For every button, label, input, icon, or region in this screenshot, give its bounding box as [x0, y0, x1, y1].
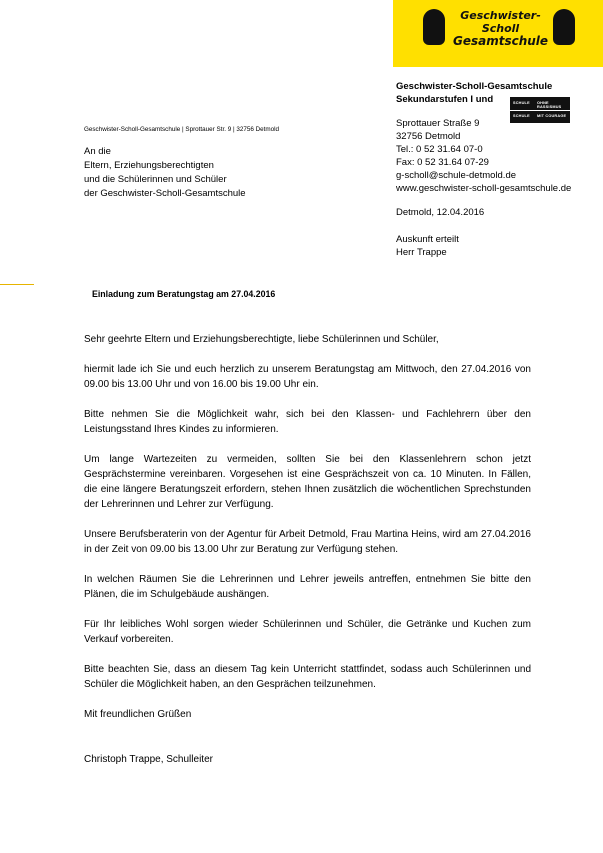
badge-word-2: OHNE RASSISMUS	[537, 101, 562, 109]
recipient-line: An die	[84, 146, 111, 157]
portrait-right-icon	[553, 9, 575, 45]
place-date: Detmold, 12.04.2016	[396, 207, 485, 218]
fax: Fax: 0 52 31.64 07-29	[396, 157, 489, 168]
logo-line-2: Gesamtschule	[452, 34, 549, 48]
recipient-line: und die Schülerinnen und Schüler	[84, 174, 227, 185]
body-paragraph: Um lange Wartezeiten zu vermeiden, sollten Sie bei den Klassenlehrern schon jetzt Gesprächstermine vereinbaren. Vorgesehen ist eine Gesprächszeit von ca. 10 Minuten. In Fällen, die eine längere Beratungszeit erfordern, stehen Ihnen zusätzlich die wöchentlichen Sprechstunden der Lehrerinnen und Lehrer zur Verfügung.	[84, 454, 531, 510]
school-logo	[393, 0, 603, 67]
portrait-left-icon	[423, 9, 445, 45]
website-link[interactable]: www.geschwister-scholl-gesamtschule.de	[396, 183, 572, 194]
fold-mark	[0, 284, 34, 285]
badge-word-1: SCHULE	[513, 101, 530, 105]
body-paragraph: Unsere Berufsberaterin von der Agentur für Arbeit Detmold, Frau Martina Heins, wird am 27.04.2016 in der Zeit von 09.00 bis 13.00 Uhr zur Beratung zur Verfügung stehen.	[84, 529, 531, 555]
logo-text	[443, 9, 558, 48]
logo-line-1: Geschwister-Scholl	[460, 9, 541, 35]
street: Sprottauer Straße 9	[396, 118, 480, 129]
email-link[interactable]: g-scholl@schule-detmold.de	[396, 170, 517, 181]
letter-subject: Einladung zum Beratungstag am 27.04.2016	[92, 289, 276, 299]
badge-word-3: SCHULE	[513, 114, 530, 118]
recipient-line: Eltern, Erziehungsberechtigten	[84, 160, 214, 171]
school-name: Geschwister-Scholl-Gesamtschule	[396, 81, 553, 92]
contact-block	[396, 117, 571, 195]
signature: Christoph Trappe, Schulleiter	[84, 754, 213, 765]
badge-divider	[510, 110, 570, 111]
body-paragraph: Für Ihr leibliches Wohl sorgen wieder Schülerinnen und Schüler, die Getränke und Kuchen zum Verkauf vorbereiten.	[84, 619, 531, 645]
city: 32756 Detmold	[396, 131, 461, 142]
phone: Tel.: 0 52 31.64 07-0	[396, 144, 483, 155]
body-paragraph: Bitte beachten Sie, dass an diesem Tag kein Unterricht stattfindet, sodass auch Schülerinnen und Schüler die Möglichkeit haben, an den Gesprächen teilzunehmen.	[84, 664, 531, 690]
recipient-address	[84, 145, 246, 201]
body-paragraph: Bitte nehmen Sie die Möglichkeit wahr, sich bei den Klassen- und Fachlehrern über den Leistungsstand Ihres Kindes zu informieren.	[84, 409, 531, 435]
recipient-line: der Geschwister-Scholl-Gesamtschule	[84, 188, 246, 199]
info-contact	[396, 233, 459, 259]
badge-word-4: MIT COURAGE	[537, 114, 567, 118]
closing: Mit freundlichen Grüßen	[84, 709, 192, 720]
sender-line: Geschwister-Scholl-Gesamtschule | Sprottauer Str. 9 | 32756 Detmold	[84, 126, 280, 133]
body-paragraph: hiermit lade ich Sie und euch herzlich zu unserem Beratungstag am Mittwoch, den 27.04.2016 von 09.00 bis 13.00 Uhr und von 16.00 bis 19.00 Uhr ein.	[84, 364, 531, 390]
info-label: Auskunft erteilt	[396, 234, 459, 245]
salutation: Sehr geehrte Eltern und Erziehungsberechtigte, liebe Schülerinnen und Schüler,	[84, 334, 439, 345]
letter-body	[84, 332, 531, 767]
school-levels: Sekundarstufen I und	[396, 94, 494, 105]
info-person: Herr Trappe	[396, 247, 447, 258]
body-paragraph: In welchen Räumen Sie die Lehrerinnen und Lehrer jeweils antreffen, entnehmen Sie bitte den Plänen, die im Schulgebäude aushängen.	[84, 574, 531, 600]
